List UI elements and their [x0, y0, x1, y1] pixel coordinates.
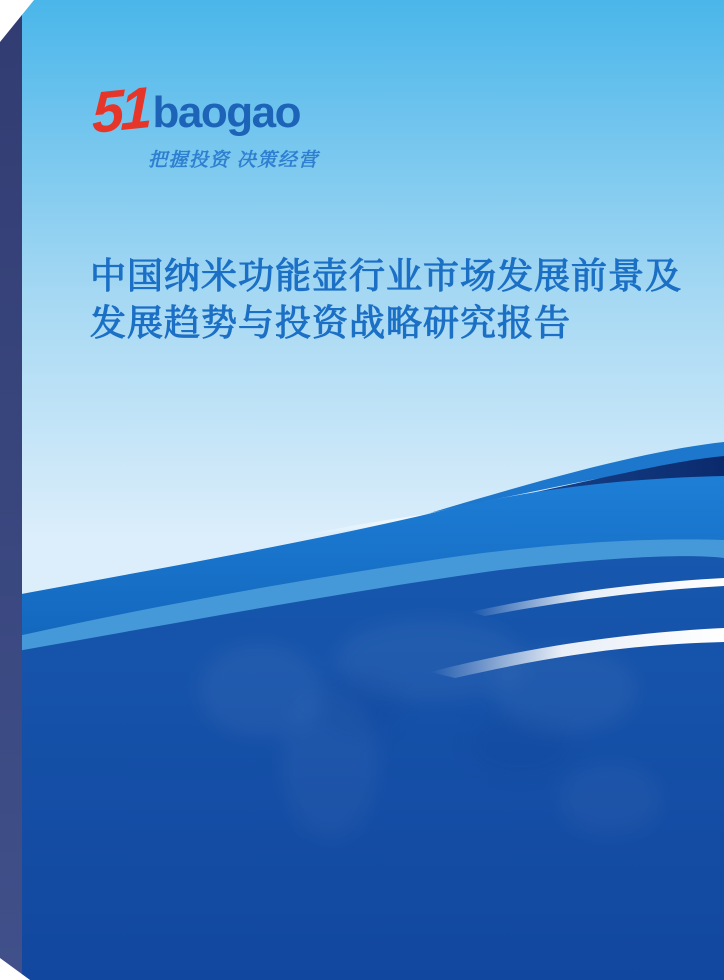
- logo-51-mark: 51: [92, 74, 149, 147]
- logo-brand-name: baogao: [152, 88, 300, 137]
- report-title-line2: 发展趋势与投资战略研究报告: [90, 302, 572, 343]
- report-title-line1: 中国纳米功能壶行业市场发展前景及: [90, 255, 683, 296]
- logo-tagline: 把握投资 决策经营: [148, 150, 319, 171]
- report-title: [90, 252, 690, 346]
- left-spine-bar: [0, 0, 22, 980]
- logo: [92, 74, 300, 147]
